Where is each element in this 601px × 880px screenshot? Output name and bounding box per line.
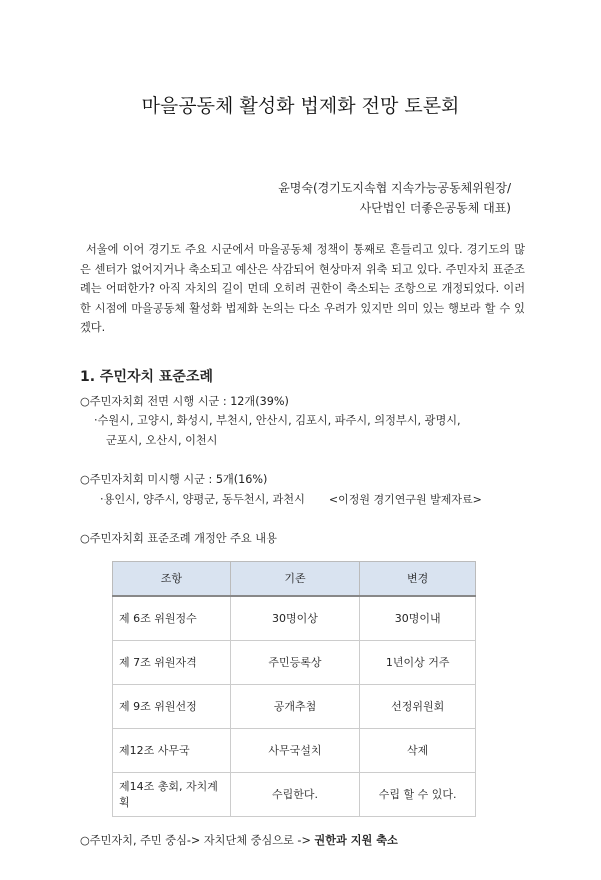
cell: 30명이상 xyxy=(230,596,360,641)
cell: 공개추첨 xyxy=(230,684,360,728)
bullet-amendment: ○주민자치회 표준조례 개정안 주요 내용 xyxy=(80,532,277,545)
city-list-line-1: ·수원시, 고양시, 화성시, 부천시, 안산시, 김포시, 파주시, 의정부시, 광명시, xyxy=(94,414,461,427)
table-row xyxy=(113,640,476,684)
bullet-full-implementation: ○주민자치회 전면 시행 시군 : 12개(39%) xyxy=(80,394,289,408)
header-after: 변경 xyxy=(360,561,476,596)
cell: 30명이내 xyxy=(360,596,476,641)
cell: 사무국설치 xyxy=(230,728,360,772)
cell: 제14조 총회, 자치계획 xyxy=(113,772,231,816)
cell: 제 6조 위원정수 xyxy=(113,596,231,641)
cell: 수립한다. xyxy=(230,772,360,816)
conclusion-bold: 권한과 지원 축소 xyxy=(314,833,398,847)
city-list-line-2: 군포시, 오산시, 이천시 xyxy=(106,433,218,447)
table-row xyxy=(113,596,476,641)
header-article: 조항 xyxy=(113,561,231,596)
intro-paragraph xyxy=(80,240,525,338)
document-title: 마을공동체 활성화 법제화 전망 토론회 xyxy=(141,95,460,117)
header-before: 기존 xyxy=(230,561,360,596)
bullet-not-implemented: ○주민자치회 미시행 시군 : 5개(16%) xyxy=(80,473,268,486)
conclusion-line xyxy=(80,831,525,851)
cell: 삭제 xyxy=(360,728,476,772)
section-heading: 1. 주민자치 표준조례 xyxy=(80,368,213,385)
amendment-table xyxy=(112,561,476,817)
author-line-1: 윤명숙(경기도지속협 지속가능공동체위원장/ xyxy=(278,181,511,195)
cell: 선정위원회 xyxy=(360,684,476,728)
table-header-row xyxy=(113,561,476,596)
author-line-2: 사단법인 더좋은공동체 대표) xyxy=(359,201,511,215)
cell: 수립 할 수 있다. xyxy=(360,772,476,816)
cell: 제 9조 위원선정 xyxy=(113,684,231,728)
city-list-not-implemented: ·용인시, 양주시, 양평군, 동두천시, 과천시 xyxy=(100,492,305,506)
author-block xyxy=(80,178,511,218)
table-row xyxy=(113,728,476,772)
source-note: <이정원 경기연구원 발제자료> xyxy=(328,492,482,506)
intro-text: 서울에 이어 경기도 주요 시군에서 마을공동체 정책이 통째로 흔들리고 있다. 경기도의 많은 센터가 없어지거나 축소되고 예산은 삭감되어 현상마저 위축 되고 있다. 주민자치 표준조례는 어떠한가? 아직 자치의 길이 먼데 오히려 권한이 축소되는 조항으로 개정되었다. 이러한 시점에 마을공동체 활성화 법제화 논의는 다소 우려가 있지만 의미 있는 행보라 할 수 있겠다. xyxy=(80,243,525,334)
cell: 1년이상 거주 xyxy=(360,640,476,684)
table-row xyxy=(113,684,476,728)
cell: 제12조 사무국 xyxy=(113,728,231,772)
cell: 주민등록상 xyxy=(230,640,360,684)
conclusion-text: ○주민자치, 주민 중심-> 자치단체 중심으로 -> xyxy=(80,833,315,847)
cell: 제 7조 위원자격 xyxy=(113,640,231,684)
table-row xyxy=(113,772,476,816)
not-implemented-row xyxy=(80,490,525,510)
